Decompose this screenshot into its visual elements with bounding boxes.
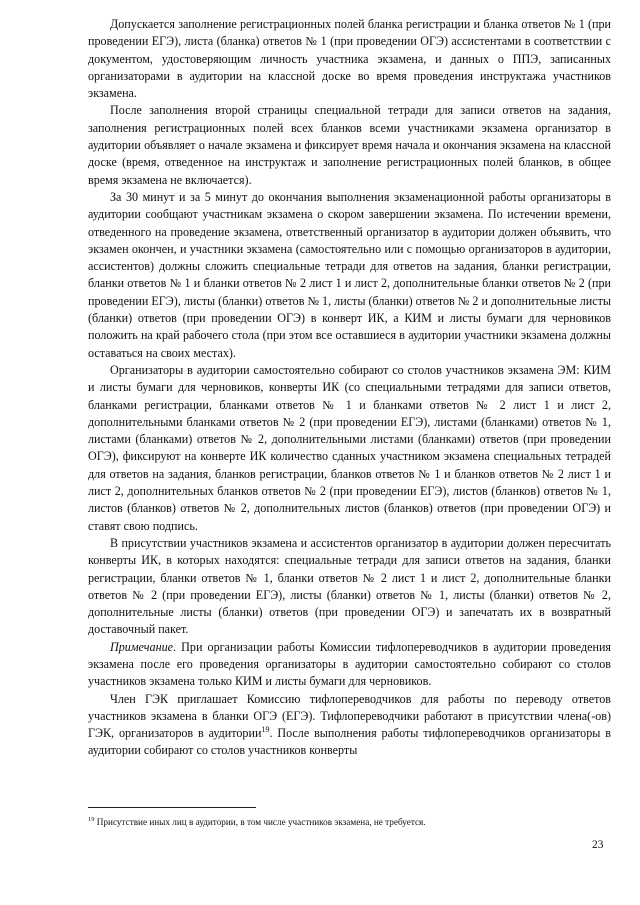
paragraph-note <box>88 639 611 691</box>
paragraph-typhlotranslators <box>88 691 611 760</box>
note-label: Примечание <box>110 639 173 654</box>
paragraph-collecting-materials: Организаторы в аудитории самостоятельно собирают со столов участников экзамена ЭМ: КИМ и листы бумаги для черновиков, конверты ИК (со специальными тетрадями для записи ответов, бланками регистрации, бланками ответов № 1 и бланками ответов № 2 лист 1 и лист 2, дополнительными бланками ответов № 2 (при проведении ЕГЭ), листами (бланками) ответов № 1, листами (бланками) ответов № 2, дополнительными листами (бланками) ответов (при проведении ОГЭ), фиксируют на конверте ИК количество сданных участником экзамена специальных тетрадей для ответов на задания, бланков регистрации, бланков ответов № 1 и бланков ответов № 2 лист 1 и лист 2, дополнительных бланков ответов № 2 (при проведении ЕГЭ), листов (бланков) ответов № 1, листов (бланков) ответов № 2, дополнительных листов (бланков) ответов (при проведении ОГЭ) и ставят свою подпись. <box>88 362 611 533</box>
footnote-divider <box>88 807 256 808</box>
footnote-number: 19 <box>88 815 95 823</box>
footnote-reference: 19 <box>261 725 270 735</box>
footnote-text: Присутствие иных лиц в аудитории, в том числе участников экзамена, не требуется. <box>94 817 426 827</box>
paragraph-exam-end: За 30 минут и за 5 минут до окончания выполнения экзаменационной работы организаторы в аудитории сообщают участникам экзамена о скором завершении экзамена. По истечении времени, отведенного на проведение экзамена, ответственный организатор в аудитории должен объявить, что экзамен окончен, и участники экзамена (самостоятельно или с помощью организаторов в аудитории, ассистентов) должны сложить специальные тетради для ответов на задания, бланки регистрации, бланки ответов № 1 и бланки ответов № 2 лист 1 и лист 2, дополнительные бланки ответов № 2 (при проведении ЕГЭ), листы (бланки) ответов № 1, листы (бланки) ответов № 2 и дополнительные листы (бланки) ответов (при проведении ОГЭ) в конверт ИК, а КИМ и листы бумаги для черновиков положить на край рабочего стола (при этом все оставшиеся в аудитории участники экзамена должны оставаться на своих местах). <box>88 189 611 360</box>
note-text: . При организации работы Комиссии тифлопереводчиков в аудитории проведения экзамена после его проведения организаторы в аудитории самостоятельно собирают со столов участников экзамена только КИМ и листы бумаги для черновиков. <box>88 639 611 689</box>
page-number: 23 <box>592 839 604 851</box>
document-body <box>88 16 611 760</box>
paragraph-counting-envelopes: В присутствии участников экзамена и ассистентов организатор в аудитории должен пересчитать конверты ИК, в которых находятся: специальные тетради для записи ответов на задания, бланки регистрации, бланки ответов № 1, бланки ответов № 2 лист 1 и лист 2, дополнительные бланки ответов № 2 (при проведении ЕГЭ), листы (бланки) ответов № 1, листы (бланки) ответов № 2, дополнительные листы (бланки) ответов (при проведении ОГЭ) и запечатать их в возвратный доставочный пакет. <box>88 535 611 637</box>
paragraph-filling-registration-fields: Допускается заполнение регистрационных полей бланка регистрации и бланка ответов № 1 (при проведении ЕГЭ), листа (бланка) ответов № 1 (при проведении ОГЭ) ассистентами в соответствии с документом, удостоверяющим личность участника экзамена, и данных о ППЭ, записанных организаторами в аудитории на классной доске во время проведения инструктажа участников экзамена. <box>88 17 611 101</box>
paragraph-text-start: Член ГЭК приглашает Комиссию тифлопереводчиков для работы по переводу ответов участников экзамена в бланки ОГЭ (ЕГЭ). Тифлопереводчики работают в присутствии члена(-ов) ГЭК, организаторов в аудитории <box>88 691 611 741</box>
paragraph-exam-start: После заполнения второй страницы специальной тетради для записи ответов на задания, заполнения регистрационных полей всех бланков всеми участниками экзамена организатор в аудитории объявляет о начале экзамена и фиксирует время начала и окончания экзамена на классной доске (время, отведенное на инструктаж и заполнение регистрационных полей бланков, в общее время экзамена не включается). <box>88 103 611 187</box>
paragraph-text-end: . После выполнения работы тифлопереводчиков организаторы в аудитории собирают со столов участников конверты <box>88 726 611 758</box>
footnote <box>88 816 611 828</box>
